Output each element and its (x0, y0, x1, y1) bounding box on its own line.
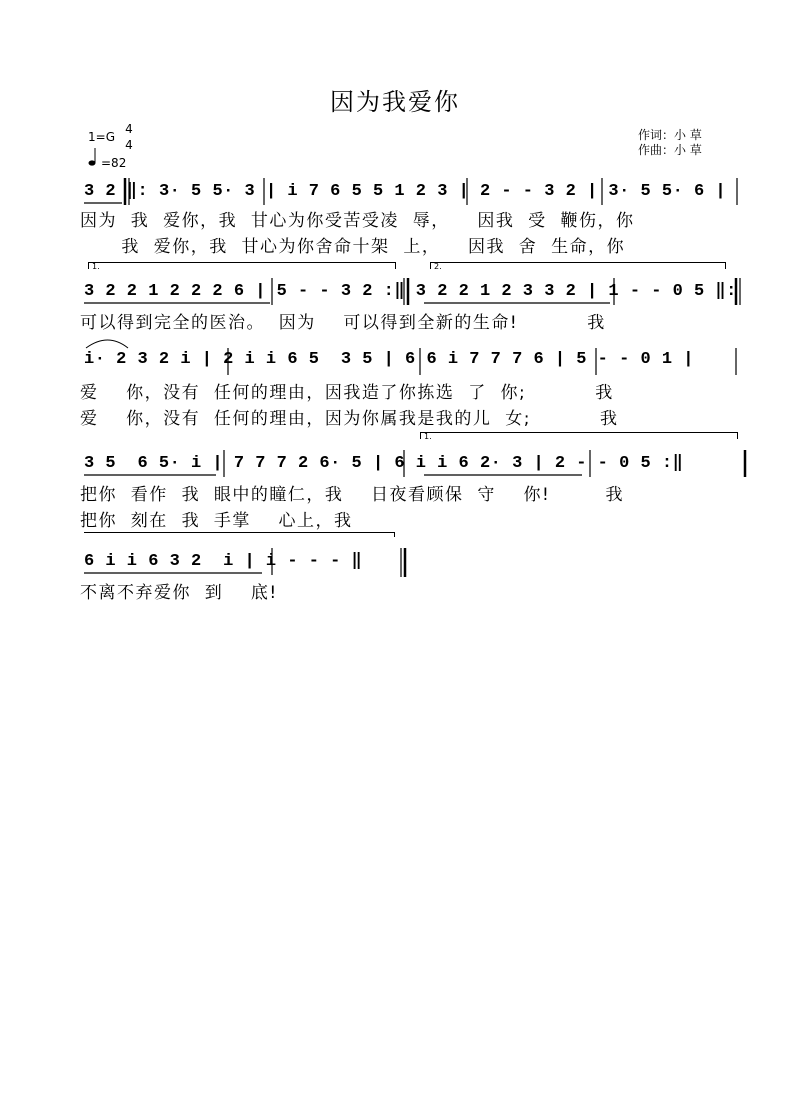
lyric-line: 我 爱你，我 甘心为你舍命十架 上， 因我 舍 生命，你 (80, 237, 626, 257)
first-ending-bracket (88, 262, 396, 269)
second-ending-bracket (430, 262, 726, 269)
tempo-marking: =82 (101, 156, 127, 170)
credits (638, 128, 702, 158)
notation-row: 3 2 ‖: 3· 5 5· 3 | i 7 6 5 5 1 2 3 | 2 - - 3 2 | 3· 5 5· 6 | (84, 182, 727, 201)
notation-row: 3 5 6 5· i | 7 7 7 2 6· 5 | 6 i i 6 2· 3 | 2 - - 0 5 :‖ (84, 454, 684, 473)
notation-row: 3 2 2 1 2 2 2 6 | 5 - - 3 2 :‖ 3 2 2 1 2 3 3 2 | 1 - - 0 5 ‖: (84, 282, 737, 301)
lyricist-credit: 作词：小 草 (638, 128, 702, 142)
time-signature-bottom: 4 (125, 138, 133, 152)
lyric-line: 不离不弃爱你 到 底! (80, 583, 278, 603)
first-ending-label: 1. (92, 262, 100, 271)
lyric-line: 爱 你，没有 任何的理由，因我造了你拣选 了 你; 我 (80, 383, 614, 403)
song-title: 因为我爱你 (330, 88, 460, 116)
lyric-line: 把你 刻在 我 手掌 心上，我 (80, 511, 353, 531)
lyric-line: 可以得到完全的医治。 因为 可以得到全新的生命! 我 (80, 313, 606, 333)
time-signature-top: 4 (125, 122, 133, 136)
quarter-note-icon (89, 160, 96, 165)
second-ending-label: 2. (434, 262, 442, 271)
first-ending-bracket (420, 432, 738, 439)
composer-credit: 作曲：小 草 (638, 143, 702, 157)
key-signature: 1=G (88, 130, 115, 144)
lyric-line: 爱 你，没有 任何的理由，因为你属我是我的儿 女; 我 (80, 409, 619, 429)
ending-bracket (84, 532, 395, 537)
lyric-line: 把你 看作 我 眼中的瞳仁，我 日夜看顾保 守 你! 我 (80, 485, 625, 505)
lyric-line: 因为 我 爱你，我 甘心为你受苦受凌 辱， 因我 受 鞭伤，你 (80, 211, 635, 231)
notation-row: i· 2 3 2 i | 2 i i 6 5 3 5 | 6 6 i 7 7 7 6 | 5 - - 0 1 | (84, 350, 694, 369)
notation-row: 6 i i 6 3 2 i | i - - - ‖ (84, 552, 363, 571)
first-ending-label: 1. (424, 432, 432, 441)
